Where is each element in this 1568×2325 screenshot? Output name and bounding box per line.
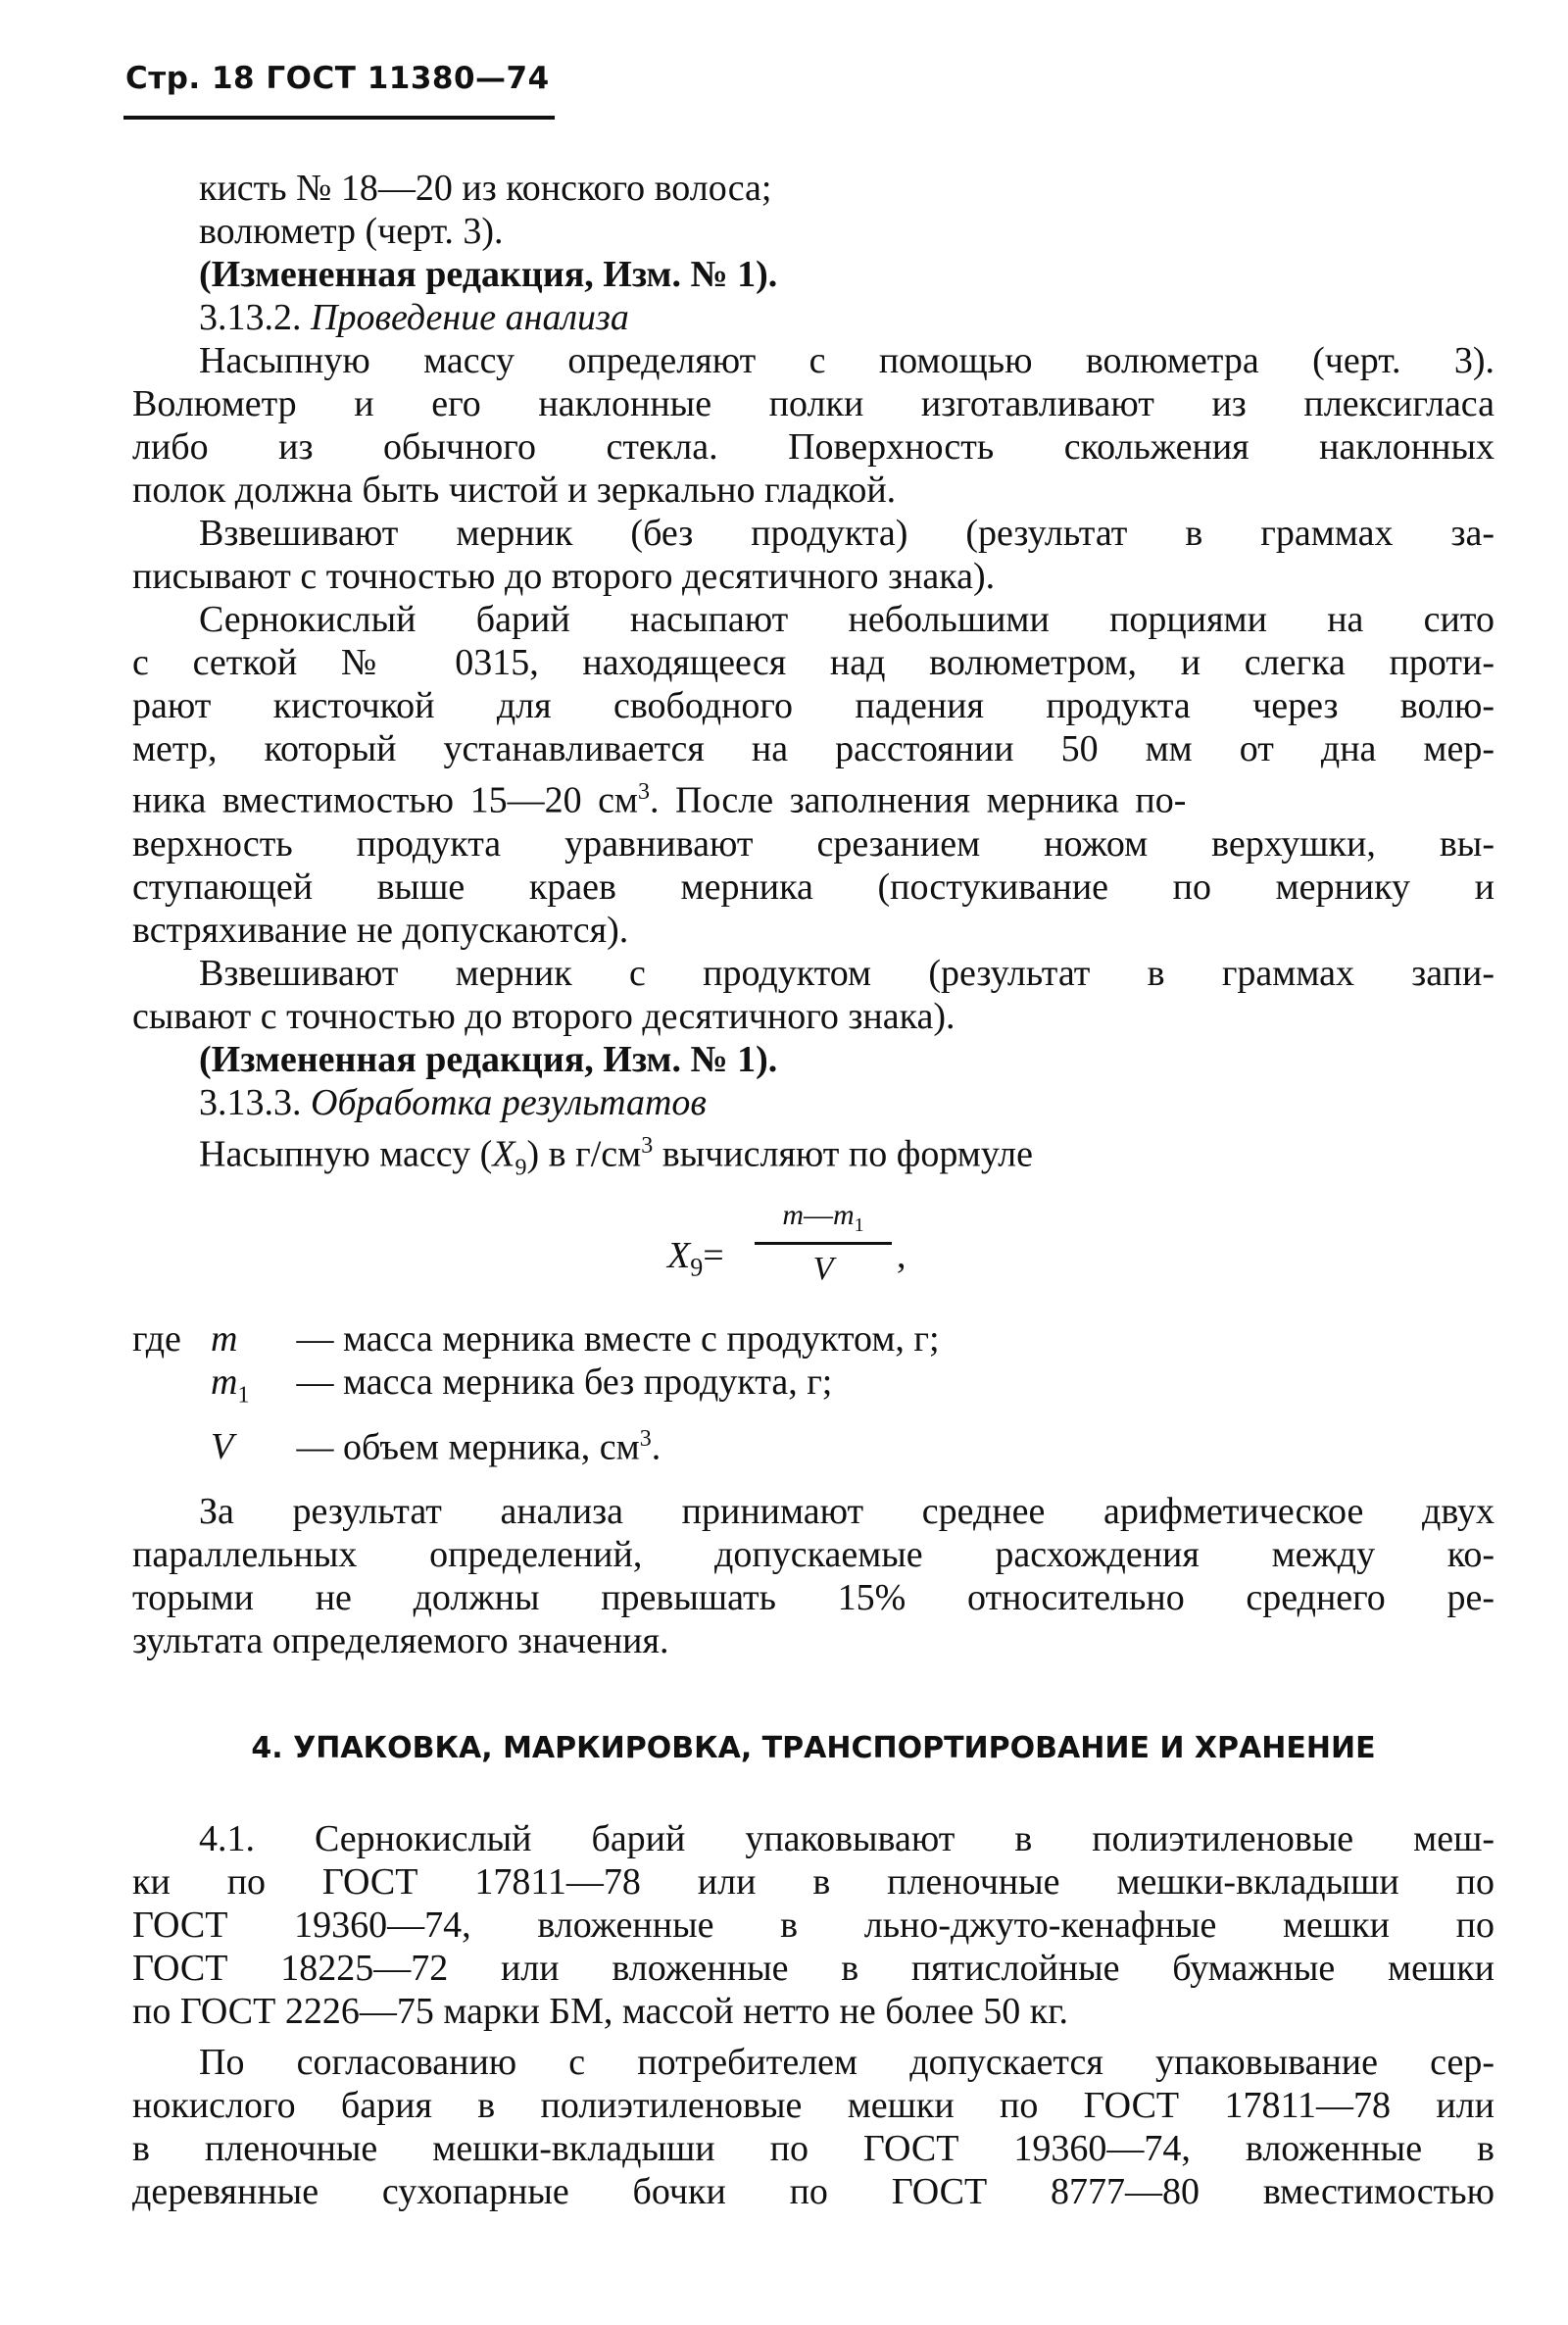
subsection-number: 3.13.3. (199, 1081, 302, 1123)
formula-numerator (755, 1199, 892, 1238)
text-line: По согласованию с потребителем допускается упаковывание сер- (199, 2042, 1494, 2084)
text-line: параллельных определений, допускаемые расхождения между ко- (132, 1534, 1494, 1576)
legend-text: — объем мерника, см (287, 1426, 640, 1468)
text-segment: . После заполнения мерника по- (649, 779, 1187, 821)
formula (132, 1199, 1494, 1311)
subsection-heading (132, 1081, 1494, 1124)
text-line: зультата определяемого значения. (132, 1620, 669, 1662)
legend-line (132, 1360, 1494, 1417)
text-line: ГОСТ 19360—74, вложенные в льно-джуто-кенафные мешки по (132, 1905, 1494, 1947)
legend-symbol-sub: 1 (237, 1382, 250, 1409)
subsection-heading (132, 296, 1494, 339)
formula-fraction (755, 1199, 892, 1288)
text-line: ки по ГОСТ 17811—78 или в пленочные мешки-вкладыши по (132, 1861, 1494, 1904)
formula-subscript: 9 (690, 1253, 704, 1282)
text-line: За результат анализа принимают среднее арифметическое двух (199, 1491, 1494, 1533)
text-line: верхность продукта уравнивают срезанием ножом верхушки, вы- (132, 822, 1494, 865)
text-line: метр, который устанавливается на расстоянии 50 мм от дна мер- (132, 728, 1494, 769)
text-line: с сеткой № 0315, находящееся над волюметром, и слегка проти- (132, 642, 1494, 683)
formula-equals: = (703, 1234, 724, 1276)
text-line: по ГОСТ 2226—75 марки БМ, массой нетто не более 50 кг. (132, 1991, 1069, 2033)
text-line: торыми не должны превышать 15% относительно среднего ре- (132, 1577, 1494, 1619)
legend-symbol (211, 1360, 287, 1417)
legend-text: — масса мерника без продукта, г; (287, 1360, 833, 1403)
text-line: нокислого бария в полиэтиленовые мешки по ГОСТ 17811—78 или (132, 2085, 1494, 2127)
text-line: рают кисточкой для свободного падения продукта через волю- (132, 685, 1494, 726)
legend-symbol-var: m (211, 1360, 238, 1403)
text-line: либо из обычного стекла. Поверхность скольжения наклонных (132, 426, 1494, 468)
amendment-note: (Измененная редакция, Изм. № 1). (199, 254, 778, 295)
text-line: в пленочные мешки-вкладыши по ГОСТ 19360—74, вложенные в (132, 2128, 1494, 2170)
legend-end: . (651, 1426, 662, 1468)
text-line (132, 1124, 1494, 1189)
legend-label: где (132, 1317, 181, 1360)
text-line: ГОСТ 18225—72 или вложенные в пятислойные бумажные мешки (132, 1948, 1494, 1990)
text-segment: Насыпную массу ( (199, 1133, 493, 1175)
superscript: 3 (637, 779, 650, 805)
text-line: Волюметр и его наклонные полки изготавливают из плексигласа (132, 383, 1494, 424)
legend-line (132, 1317, 1494, 1360)
text-line: Сернокислый барий насыпают небольшими порциями на сито (199, 599, 1494, 640)
formula-lhs (667, 1234, 724, 1283)
text-line: Насыпную массу определяют с помощью волюметра (черт. 3). (199, 340, 1494, 381)
superscript: 3 (641, 1132, 654, 1159)
formula-subscript: 1 (854, 1213, 864, 1236)
text-line: сывают с точностью до второго десятичного знака). (132, 995, 956, 1037)
text-segment: ника вместимостью 15—20 см (132, 779, 638, 821)
text-line: встряхивание не допускаются). (132, 909, 629, 951)
formula-comma: , (897, 1234, 906, 1276)
subscript: 9 (514, 1154, 527, 1180)
text-line: писывают с точностью до второго десятичного знака). (132, 556, 996, 597)
legend-text: — масса мерника вместе с продуктом, г; (287, 1317, 940, 1360)
text-line: Взвешивают мерник (без продукта) (результат в граммах за- (199, 513, 1494, 554)
text-line: ступающей выше краев мерника (постукивание по мернику и (132, 866, 1494, 908)
formula-var: X (667, 1234, 691, 1276)
formula-var: m (782, 1198, 804, 1231)
subsection-title: Проведение анализа (311, 297, 629, 338)
text-line: полок должна быть чистой и зеркально гладкой. (132, 470, 897, 511)
page-header: Стр. 18 ГОСТ 11380—74 (125, 61, 550, 96)
text-line: Взвешивают мерник с продуктом (результат в граммах запи- (199, 952, 1494, 994)
subsection-title: Обработка результатов (311, 1081, 707, 1123)
variable: X (492, 1133, 515, 1175)
text-line (132, 770, 1494, 822)
legend-line (132, 1417, 1494, 1469)
subsection-number: 3.13.2. (199, 297, 302, 338)
formula-minus: — (804, 1198, 833, 1231)
amendment-note: (Измененная редакция, Изм. № 1). (199, 1038, 778, 1080)
text-segment: ) в г/см (526, 1133, 642, 1175)
fraction-bar (755, 1242, 892, 1245)
text-segment: вычисляют по формуле (653, 1133, 1033, 1175)
formula-denominator: V (812, 1250, 834, 1287)
section-heading: 4. УПАКОВКА, МАРКИРОВКА, ТРАНСПОРТИРОВАНИЕ И ХРАНЕНИЕ (251, 1731, 1376, 1766)
page-body (132, 167, 1494, 2213)
header-rule (123, 116, 555, 120)
text-line: волюметр (черт. 3). (199, 211, 504, 252)
text-line: деревянные сухопарные бочки по ГОСТ 8777—80 вместимостью (132, 2171, 1494, 2213)
text-line: кисть № 18—20 из конского волоса; (199, 168, 772, 209)
legend-symbol: V (211, 1426, 234, 1468)
text-line: 4.1. Сернокислый барий упаковывают в полиэтиленовые меш- (199, 1818, 1494, 1860)
superscript: 3 (639, 1425, 652, 1452)
legend-symbol: m (211, 1317, 238, 1360)
formula-var: m (833, 1198, 855, 1231)
